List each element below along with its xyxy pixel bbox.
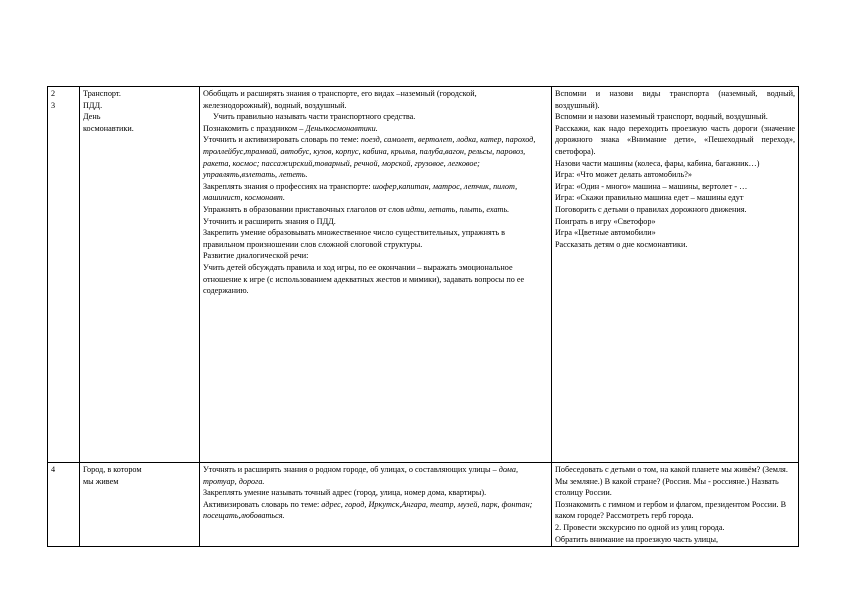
week-number: 4 bbox=[51, 465, 56, 474]
goal-prefix: Упражнять в образовании приставочных глаголов от слов bbox=[203, 204, 406, 214]
activity-text: Игра: «Один - много» машина – машины, вертолет - … bbox=[555, 181, 748, 191]
goal-text: Учить правильно называть части транспортного средства. bbox=[213, 112, 416, 122]
activity-text: Поговорить с детьми о правилах дорожного движения. bbox=[555, 204, 747, 214]
table-row bbox=[48, 87, 799, 463]
topic-line: мы живем bbox=[83, 476, 119, 486]
activities-cell bbox=[552, 87, 799, 463]
goal-text bbox=[203, 204, 548, 216]
topic-line: Транспорт. bbox=[83, 89, 121, 98]
goal-prefix: Познакомить с праздником – bbox=[203, 123, 306, 133]
goal-prefix: Закреплять знания о профессиях на транспорте: bbox=[203, 181, 373, 191]
topic-line: День bbox=[83, 112, 101, 122]
goal-text: Обобщать и расширять знания о транспорте, его видах –наземный (городской, железнодорожный), водный, воздушный. bbox=[203, 89, 477, 110]
goal-text bbox=[203, 134, 548, 180]
activity-text: Обратить внимание на проезжую часть улицы, bbox=[555, 534, 719, 544]
topic-line: космонавтики. bbox=[83, 123, 134, 133]
activity-text: Побеседовать с детьми о том, на какой планете мы живём? (Земля. Мы земляне.) В какой стране? (Россия. Мы - россияне.) Назвать столицу России. bbox=[555, 465, 788, 498]
activity-text: Познакомить с гимном и гербом и флагом, президентом России. В каком городе? Рассмотреть герб города. bbox=[555, 499, 787, 521]
activity-text: Расскажи, как надо переходить проезжую часть дороги (значение дорожного знака «Внимание дети», «Пешеходный переход», светофора). bbox=[555, 123, 795, 156]
goals-cell bbox=[200, 87, 552, 463]
goal-text bbox=[203, 123, 548, 135]
goals-cell bbox=[200, 463, 552, 547]
goal-italic: идти, летать, плыть, ехать. bbox=[405, 204, 510, 214]
goal-text bbox=[203, 181, 548, 204]
goal-text: Закреплять умение называть точный адрес (город, улица, номер дома, квартиры). bbox=[203, 488, 487, 498]
activity-text: Игра: «Что может делать автомобиль?» bbox=[555, 170, 692, 180]
goal-text: Уточнить и расширить знания о ПДД. bbox=[203, 216, 336, 226]
activity-text: Поиграть в игру «Светофор» bbox=[555, 216, 656, 226]
goal-italic: адрес, город, Иркутск,Ангара, театр, музей, парк, фонтан; посещать,любоваться. bbox=[203, 499, 533, 521]
activity-text: Игра «Цветные автомобили» bbox=[555, 228, 656, 238]
table-row bbox=[48, 463, 799, 547]
topic-line: ПДД. bbox=[83, 100, 103, 110]
lesson-plan-table bbox=[47, 86, 799, 547]
activities-cell bbox=[552, 463, 799, 547]
goal-text bbox=[203, 464, 548, 487]
topic-cell bbox=[80, 87, 200, 463]
activity-text: Игра: «Скажи правильно машина едет – машины едут bbox=[555, 193, 744, 203]
activity-text: Назови части машины (колеса, фары, кабина, багажник…) bbox=[555, 158, 760, 168]
goal-text: Закрепить умение образовывать множественное число существительных, упражнять в правильном произношении слов сложной слоговой структуры. bbox=[203, 228, 506, 249]
week-number: 3 bbox=[51, 100, 56, 110]
activity-text: Вспомни и назови наземный транспорт, водный, воздушный. bbox=[555, 112, 768, 122]
activity-text: 2. Провести экскурсию по одной из улиц города. bbox=[555, 522, 725, 532]
goal-italic: шофер,капитан, матрос, летчик, пилот, машинист, космонавт. bbox=[203, 181, 518, 203]
week-number-cell bbox=[48, 463, 80, 547]
goal-prefix: Уточнить и активизировать словарь по теме: bbox=[203, 135, 361, 145]
goal-text bbox=[203, 499, 548, 522]
goal-italic: поезд, самолет, вертолет, лодка, катер, пароход, троллейбус,трамвай, автобус, кузов, корпус, кабина, крылья, палуба,вагон, рельсы, паровоз, ракета, космос; пассажирский,товарный, речной, морской, грузовое, легковое; управлять,взлетать, лететь. bbox=[203, 135, 536, 180]
goal-text: Развитие диалогической речи: bbox=[203, 251, 309, 261]
goal-italic: дома, тротуар, дорога. bbox=[203, 465, 519, 486]
goal-prefix: Уточнять и расширять знания о родном городе, об улицах, о составляющих улицы – bbox=[203, 465, 499, 474]
week-number: 2 bbox=[51, 89, 56, 98]
goal-text: Учить детей обсуждать правила и ход игры, по ее окончании – выражать эмоциональное отношение к игре (с использованием адекватных жестов и мимики), задавать вопросы по ее содержанию. bbox=[203, 262, 525, 296]
activity-text: Вспомни и назови виды транспорта (наземный, водный, воздушный). bbox=[555, 89, 795, 110]
goal-italic: Деньлкосмонавтики. bbox=[305, 123, 378, 133]
goal-prefix: Активизировать словарь по теме: bbox=[203, 499, 322, 509]
activity-text: Рассказать детям о дне космонавтики. bbox=[555, 239, 688, 249]
topic-cell bbox=[80, 463, 200, 547]
week-number-cell bbox=[48, 87, 80, 463]
topic-line: Город, в котором bbox=[83, 465, 142, 474]
